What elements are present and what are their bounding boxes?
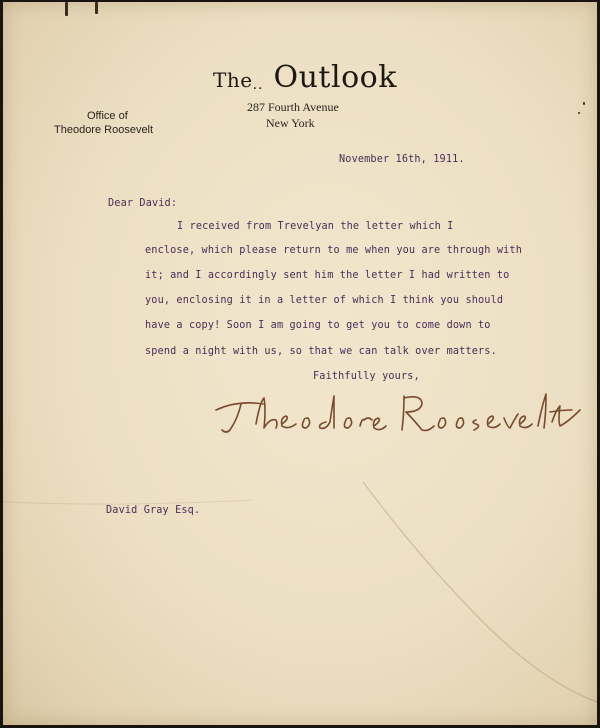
letterhead-dots: ..: [252, 77, 264, 93]
salutation: Dear David:: [108, 198, 178, 209]
body-line: enclose, which please return to me when you are through with: [145, 245, 523, 256]
letterhead-the: The: [213, 68, 253, 92]
office-name-label: Theodore Roosevelt: [54, 124, 154, 136]
body-line: spend a night with us, so that we can talk over matters.: [145, 346, 497, 357]
address-line-street: 287 Fourth Avenue: [247, 100, 339, 114]
body-line: have a copy! Soon I am going to get you to come down to: [145, 320, 491, 331]
body-line: I received from Trevelyan the letter which I: [177, 221, 454, 232]
office-of-label: Office of: [87, 110, 128, 122]
ink-mark: [65, 2, 68, 16]
address-line-city: New York: [266, 116, 315, 130]
ink-mark: [583, 102, 585, 105]
closing: Faithfully yours,: [313, 371, 420, 382]
letterhead-name: Outlook: [273, 60, 397, 95]
ink-mark: [578, 112, 580, 114]
handwritten-signature: [208, 380, 588, 450]
body-line: it; and I accordingly sent him the letter I had written to: [145, 270, 510, 281]
ink-mark: [95, 2, 98, 14]
recipient-line: David Gray Esq.: [106, 505, 201, 516]
letter-date: November 16th, 1911.: [339, 154, 465, 165]
letter-page: [3, 2, 597, 725]
letterhead-title: [213, 60, 397, 95]
body-line: you, enclosing it in a letter of which I think you should: [145, 295, 504, 306]
